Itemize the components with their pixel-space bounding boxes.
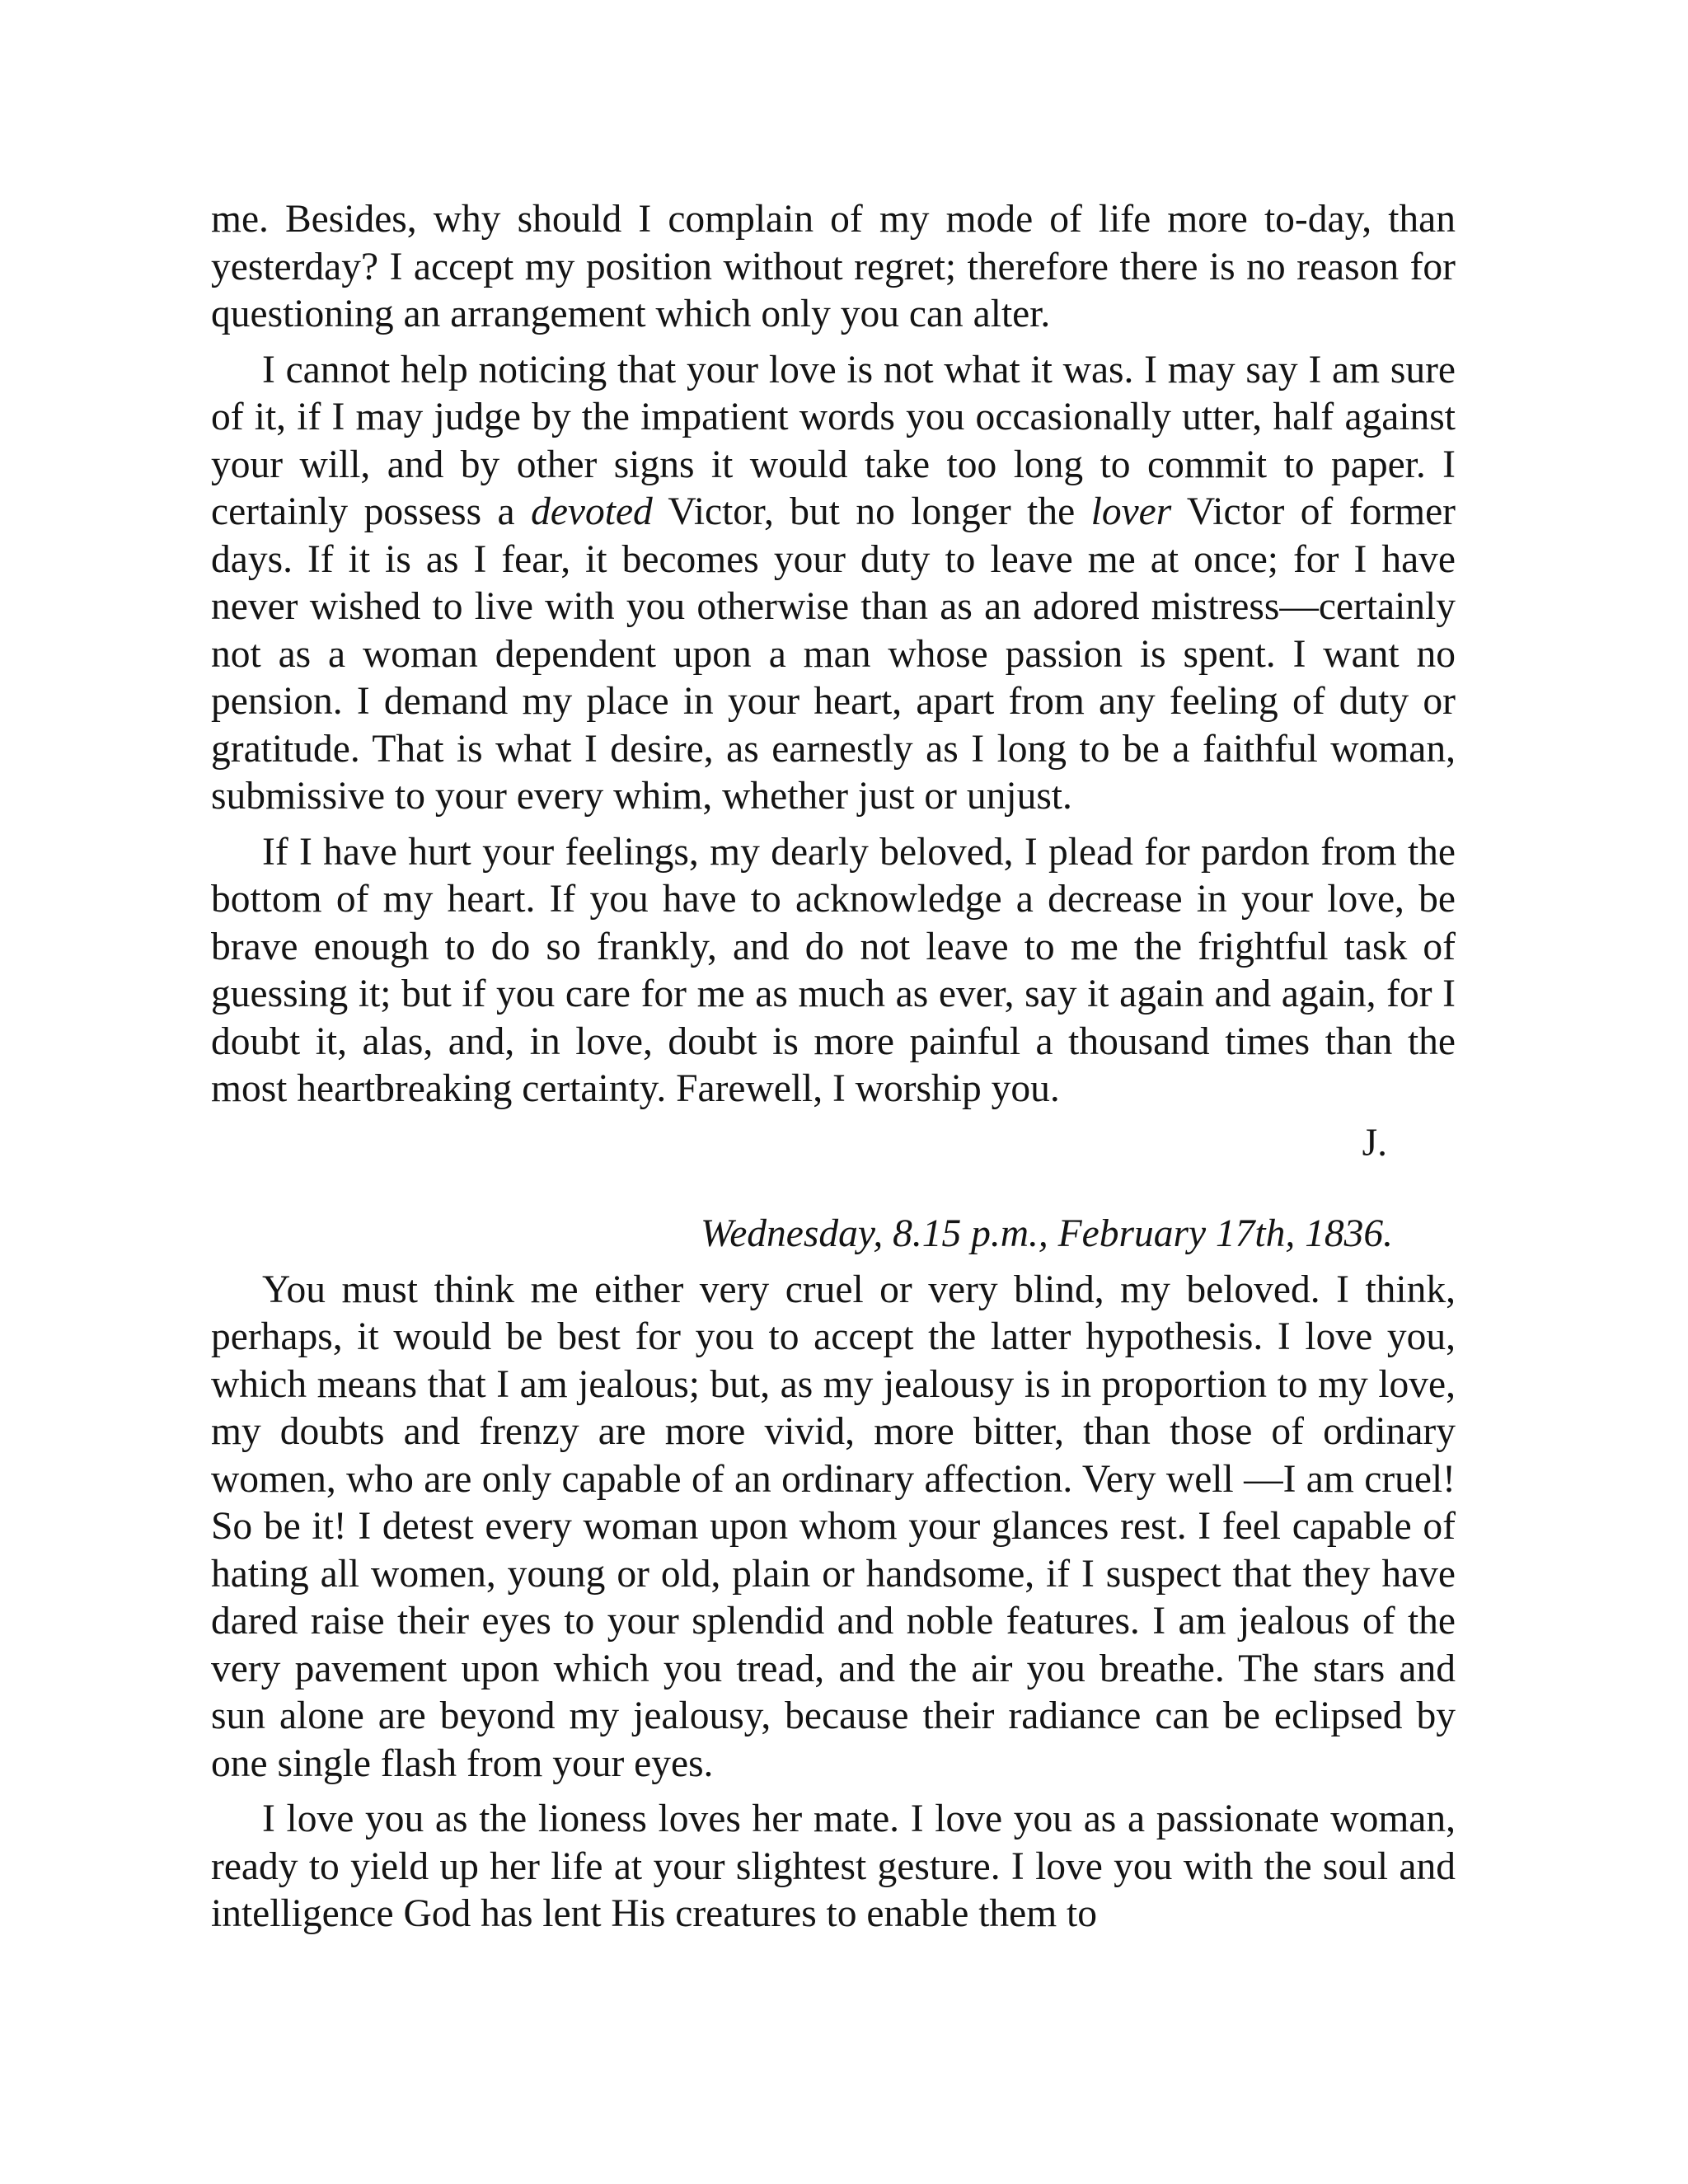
paragraph-lioness: I love you as the lioness loves her mate. I love you as a passionate woman, ready to yield up her life at your slightest gesture. I love you with the soul and intelligence God has lent His creatures to enable them to xyxy=(211,1797,1456,1935)
letter-dateline: Wednesday, 8.15 p.m., February 17th, 1836. xyxy=(701,1212,1393,1255)
paragraph-text: Victor of former days. If it is as I fear, it becomes your duty to leave me at once; for I have never wished to live with you otherwise than as an adored mistress—certainly not as a woman dependent upon a man whose passion is spent. I want no pension. I demand my place in your heart, apart from any feeling of duty or gratitude. That is what I desire, as earnestly as I long to be a faithful woman, submissive to your every whim, whether just or unjust. xyxy=(211,490,1456,818)
paragraph-plead-for-pardon: If I have hurt your feelings, my dearly beloved, I plead for pardon from the bottom of my heart. If you have to acknowledge a decrease in your love, be brave enough to do so frankly, and do not leave to me the frightful task of guessing it; but if you care for me as much as ever, say it again and again, for I doubt it, alas, and, in love, doubt is more painful a thousand times than the most heartbreaking certainty. Farewell, I worship you. xyxy=(211,830,1456,1110)
paragraph-text: I cannot help noticing that your love is not what it was. I may say I am sure of it, if I may judge by the impatient words you occasionally utter, half against your will, and by other signs it would take too long to commit to paper. I certainly possess a xyxy=(211,348,1456,533)
paragraph-love-not-what-it-was xyxy=(211,347,1456,821)
paragraph-cruel-or-blind: You must think me either very cruel or very blind, my beloved. I think, perhaps, it would be best for you to accept the latter hypothesis. I love you, which means that I am jealous; but, as my jealousy is in proportion to my love, my doubts and frenzy are more vivid, more bitter, than those of ordinary women, who are only capable of an ordinary affection. Very well —I am cruel! So be it! I detest every woman upon whom your glances rest. I feel capable of hating all women, young or old, plain or handsome, if I suspect that they have dared raise their eyes to your splendid and noble features. I am jealous of the very pavement upon which you tread, and the air you breathe. The stars and sun alone are beyond my jealousy, because their radiance can be eclipsed by one single flash from your eyes. xyxy=(211,1268,1456,1785)
signature: J. xyxy=(1362,1121,1387,1165)
emphasis-lover: lover xyxy=(1090,490,1172,533)
emphasis-devoted: devoted xyxy=(531,490,653,533)
paragraph-continuation: me. Besides, why should I complain of my mode of life more to-day, than yesterday? I accept my position without regret; therefore there is no reason for questioning an arrangement which only you can alter. xyxy=(211,198,1456,335)
paragraph-text: Victor, but no longer the xyxy=(652,490,1091,533)
page-body xyxy=(211,196,1456,1938)
